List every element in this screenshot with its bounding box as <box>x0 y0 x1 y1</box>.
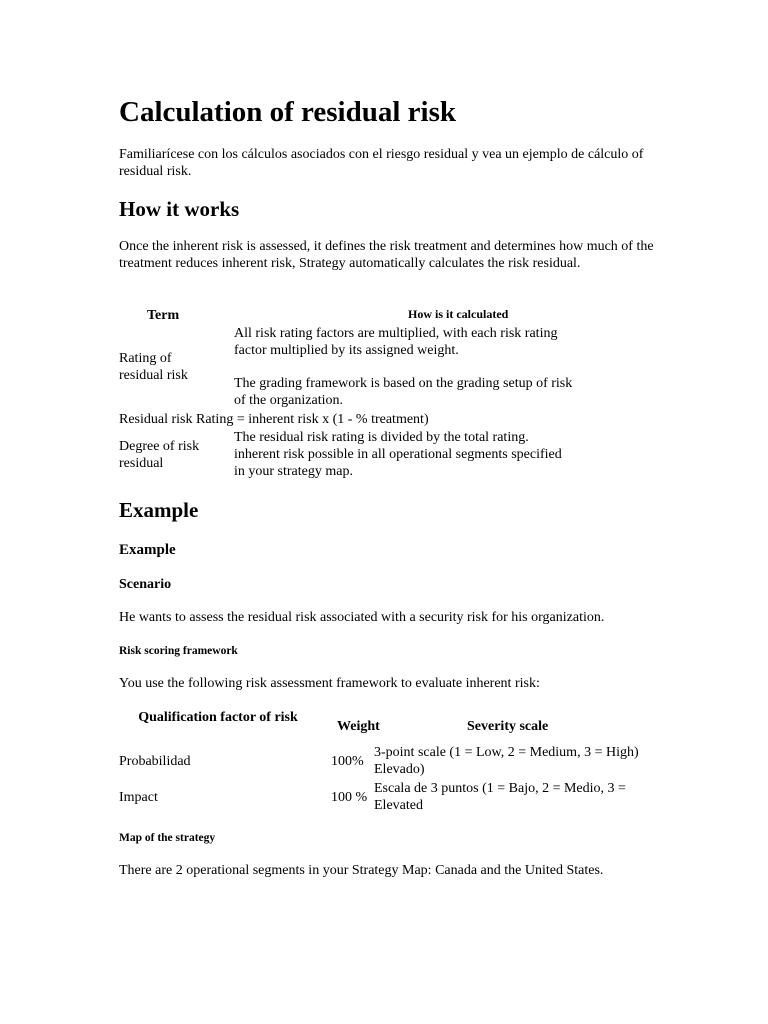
strategy-map-heading: Map of the strategy <box>119 832 216 844</box>
intro-paragraph: Familiarícese con los cálculos asociados con el riesgo residual y vea un ejemplo de cálculo of residual risk. <box>119 147 644 179</box>
strategy-map-text: There are 2 operational segments in your Strategy Map: Canada and the United States. <box>119 863 604 878</box>
scenario-text: He wants to assess the residual risk associated with a security risk for his organization. <box>119 610 605 625</box>
term-row1-calc-a: All risk rating factors are multiplied, with each risk rating factor multiplied by its assigned weight. <box>234 326 558 358</box>
term-table-header-calc: How is it calculated <box>408 307 509 321</box>
framework-row1-factor: Probabilidad <box>119 754 191 769</box>
framework-heading: Risk scoring framework <box>119 645 238 657</box>
term-row1-calc-b: The grading framework is based on the grading setup of risk of the organization. <box>234 376 573 408</box>
residual-risk-formula: Residual risk Rating = inherent risk x (1 - % treatment) <box>119 412 429 427</box>
term-row2-term: Degree of risk residual <box>119 439 200 471</box>
how-it-works-heading: How it works <box>119 197 240 221</box>
scenario-heading: Scenario <box>119 577 172 592</box>
framework-row1-scale: 3-point scale (1 = Low, 2 = Medium, 3 = High) Elevado) <box>374 745 639 777</box>
example-subheading: Example <box>119 542 176 558</box>
example-heading: Example <box>119 498 199 522</box>
framework-text: You use the following risk assessment framework to evaluate inherent risk: <box>119 676 540 691</box>
framework-table-header-factor: Qualification factor of risk <box>138 710 298 725</box>
framework-row2-scale: Escala de 3 puntos (1 = Bajo, 2 = Medio, 3 = Elevated <box>374 781 626 813</box>
page-title: Calculation of residual risk <box>119 96 457 128</box>
framework-row2-weight: 100 % <box>331 790 368 805</box>
term-row2-calc: The residual risk rating is divided by the total rating. inherent risk possible in all operational segments specified in your strategy map. <box>234 430 562 479</box>
framework-table-header-scale: Severity scale <box>467 719 549 734</box>
framework-table-header-weight: Weight <box>337 719 380 734</box>
framework-row1-weight: 100% <box>331 754 364 769</box>
term-table-header-term: Term <box>147 308 180 323</box>
term-row1-term: Rating of residual risk <box>119 351 188 383</box>
how-it-works-paragraph: Once the inherent risk is assessed, it defines the risk treatment and determines how much of the treatment reduces inherent risk, Strategy automatically calculates the risk residual. <box>119 239 654 271</box>
framework-row2-factor: Impact <box>119 790 158 805</box>
